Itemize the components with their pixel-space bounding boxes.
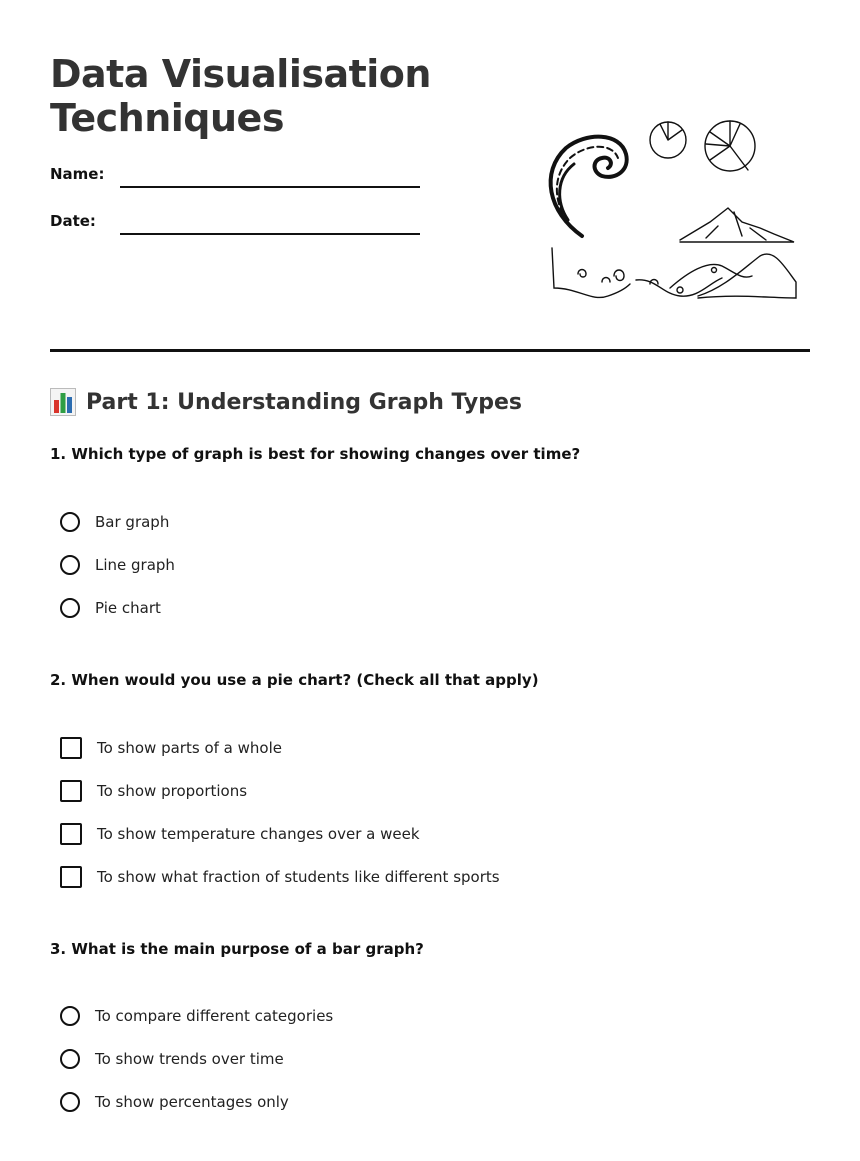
- q2-option-proportions[interactable]: [60, 778, 247, 804]
- radio-button[interactable]: [60, 555, 80, 575]
- option-label: To show temperature changes over a week: [97, 825, 420, 843]
- radio-button[interactable]: [60, 598, 80, 618]
- bar-chart-icon: [50, 388, 76, 416]
- checkbox[interactable]: [60, 737, 82, 759]
- option-label: To compare different categories: [95, 1007, 334, 1025]
- q3-option-compare-categories[interactable]: [60, 1003, 333, 1029]
- checkbox[interactable]: [60, 780, 82, 802]
- radio-button[interactable]: [60, 512, 80, 532]
- name-field[interactable]: [120, 186, 420, 188]
- waves-icon: [552, 248, 796, 298]
- question-3: 3. What is the main purpose of a bar graph?: [50, 940, 424, 958]
- title-line-2: Techniques: [50, 96, 284, 140]
- section-title: [50, 388, 522, 416]
- radio-button[interactable]: [60, 1006, 80, 1026]
- option-label: To show proportions: [97, 782, 248, 800]
- radio-button[interactable]: [60, 1049, 80, 1069]
- q1-option-pie-chart[interactable]: [60, 595, 161, 621]
- option-label: To show what fraction of students like different sports: [97, 868, 500, 886]
- date-label: Date:: [50, 212, 96, 230]
- option-label: Line graph: [95, 556, 175, 574]
- option-label: To show trends over time: [95, 1050, 284, 1068]
- option-label: To show parts of a whole: [97, 739, 282, 757]
- option-label: Pie chart: [95, 599, 161, 617]
- title-line-1: Data Visualisation: [50, 52, 431, 96]
- question-2: 2. When would you use a pie chart? (Check all that apply): [50, 671, 539, 689]
- q3-option-percentages[interactable]: [60, 1089, 289, 1115]
- koru-spiral-icon: [551, 137, 627, 236]
- question-1: 1. Which type of graph is best for showing changes over time?: [50, 445, 581, 463]
- q1-option-line-graph[interactable]: [60, 552, 175, 578]
- q1-option-bar-graph[interactable]: [60, 509, 169, 535]
- mountain-icon: [680, 208, 794, 242]
- q3-option-trends[interactable]: [60, 1046, 284, 1072]
- checkbox[interactable]: [60, 866, 82, 888]
- pie-chart-icon: [650, 121, 755, 171]
- q2-option-temperature[interactable]: [60, 821, 420, 847]
- worksheet-title: [50, 52, 431, 140]
- checkbox[interactable]: [60, 823, 82, 845]
- section-title-text: Part 1: Understanding Graph Types: [86, 389, 523, 415]
- option-label: To show percentages only: [95, 1093, 289, 1111]
- radio-button[interactable]: [60, 1092, 80, 1112]
- q2-option-parts-of-whole[interactable]: [60, 735, 282, 761]
- decorative-illustration: [538, 112, 800, 304]
- section-divider: [50, 349, 810, 352]
- date-field[interactable]: [120, 233, 420, 235]
- name-label: Name:: [50, 165, 105, 183]
- q2-option-sports-fraction[interactable]: [60, 864, 500, 890]
- option-label: Bar graph: [95, 513, 170, 531]
